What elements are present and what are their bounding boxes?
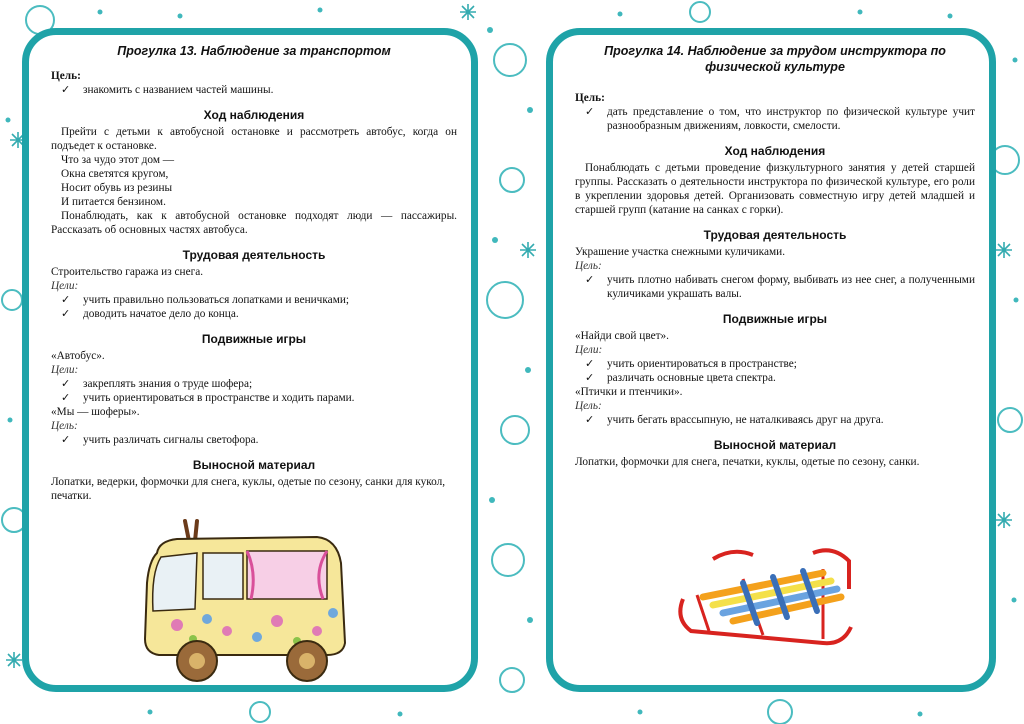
- walk-14-title: Прогулка 14. Наблюдение за трудом инструктора по физической культуре: [604, 44, 946, 74]
- game-goal-label: Цель:: [51, 420, 78, 432]
- game-goals-list: [51, 377, 457, 405]
- observation-intro: Прейти с детьми к автобусной остановке и рассмотреть автобус, когда он подъедет к остановке.: [51, 126, 457, 152]
- material-heading: Выносной материал: [192, 458, 316, 472]
- game-goal-item: ✓ закреплять знания о труде шофера;: [61, 377, 457, 391]
- poem-line: Что за чудо этот дом —: [61, 154, 175, 166]
- labor-heading: Трудовая деятельность: [703, 228, 847, 242]
- labor-text: Украшение участка снежными куличиками.: [575, 246, 786, 258]
- labor-goal-item: ✓ учить плотно набивать снегом форму, выбивать из нее снег, а полученными куличиками украшать валы.: [585, 273, 975, 301]
- goal-item: ✓ знакомить с названием частей машины.: [61, 83, 457, 97]
- game-name: «Мы — шоферы».: [51, 406, 140, 418]
- goal-list: [51, 83, 457, 97]
- game-goal-item: ✓ учить различать сигналы светофора.: [61, 433, 457, 447]
- game-goals-list: [575, 357, 975, 385]
- observation-heading: Ход наблюдения: [203, 108, 305, 122]
- walk-13-title: Прогулка 13. Наблюдение за транспортом: [117, 44, 391, 58]
- walk-14-card: [546, 28, 996, 692]
- labor-goals-list: [575, 273, 975, 301]
- goal-item: ✓ дать представление о том, что инструктор по физической культуре учит разнообразным движениям, ловкости, смелости.: [585, 105, 975, 133]
- labor-text: Строительство гаража из снега.: [51, 266, 204, 278]
- material-text: Лопатки, ведерки, формочки для снега, куклы, одетые по сезону, санки для кукол, печатки.: [51, 476, 446, 502]
- game-goals-label: Цели:: [51, 364, 79, 376]
- poem-line: Носит обувь из резины: [61, 182, 173, 194]
- game-goal-item: ✓ учить ориентироваться в пространстве и ходить парами.: [61, 391, 457, 405]
- material-text: Лопатки, формочки для снега, печатки, куклы, одетые по сезону, санки.: [575, 456, 920, 468]
- game-goals-list: [575, 413, 975, 427]
- observation-text: Понаблюдать с детьми проведение физкультурного занятия у детей старшей группы. Рассказать о деятельности инструктора по физической культуре, его роли в укреплении здоровья детей. Организовать совместную игру детей младшей и старшей групп (катание на санках с горки).: [575, 162, 975, 216]
- games-heading: Подвижные игры: [201, 332, 307, 346]
- labor-heading: Трудовая деятельность: [182, 248, 326, 262]
- goal-label: Цель:: [51, 70, 81, 82]
- game-goal-item: ✓ различать основные цвета спектра.: [585, 371, 975, 385]
- goal-label: Цель:: [575, 92, 605, 104]
- goal-list: [575, 105, 975, 133]
- game-goal-item: ✓ учить ориентироваться в пространстве;: [585, 357, 975, 371]
- game-goal-item: ✓ учить бегать врассыпную, не наталкиваясь друг на друга.: [585, 413, 975, 427]
- poem: [51, 153, 457, 209]
- observation-outro: Понаблюдать, как к автобусной остановке подходят люди — пассажиры. Рассказать об основных частях автобуса.: [51, 210, 457, 236]
- poem-line: Окна светятся кругом,: [61, 168, 169, 180]
- game-goals-list: [51, 433, 457, 447]
- game-name: «Птички и птенчики».: [575, 386, 683, 398]
- game-goal-label: Цель:: [575, 400, 602, 412]
- material-heading: Выносной материал: [713, 438, 837, 452]
- game-name: «Автобус».: [51, 350, 105, 362]
- bus-illustration: [137, 513, 357, 683]
- labor-goal-item: ✓ доводить начатое дело до конца.: [61, 307, 457, 321]
- games-heading: Подвижные игры: [722, 312, 828, 326]
- labor-goal-label: Цель:: [575, 260, 602, 272]
- game-goals-label: Цели:: [575, 344, 603, 356]
- game-name: «Найди свой цвет».: [575, 330, 670, 342]
- labor-goal-item: ✓ учить правильно пользоваться лопатками и веничками;: [61, 293, 457, 307]
- observation-heading: Ход наблюдения: [724, 144, 826, 158]
- sled-illustration: [673, 539, 863, 654]
- poem-line: И питается бензином.: [61, 196, 166, 208]
- walk-13-card: [22, 28, 478, 692]
- labor-goals-list: [51, 293, 457, 321]
- labor-goals-label: Цели:: [51, 280, 79, 292]
